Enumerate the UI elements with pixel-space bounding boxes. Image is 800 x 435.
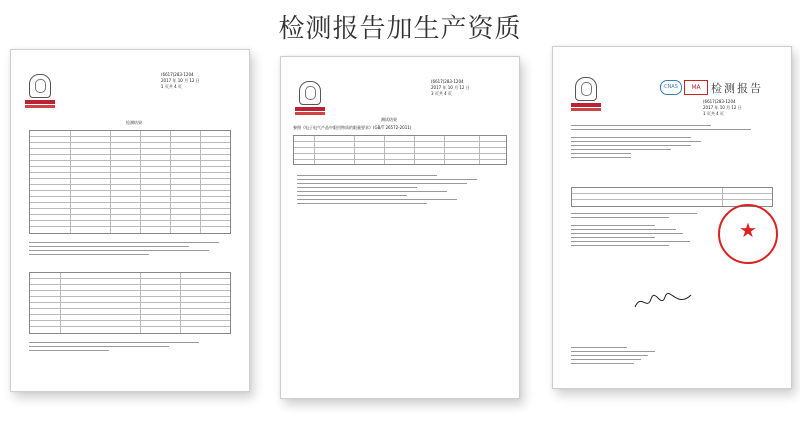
report-date: 2017 年 10 月 12 日 <box>431 85 470 90</box>
page-title: 检测报告加生产资质 <box>278 14 522 44</box>
report-page: 1 页共 4 页 <box>161 84 182 89</box>
report-page: 3 页共 4 页 <box>431 91 452 96</box>
results-table-2 <box>29 272 231 334</box>
footer-lines <box>29 342 229 354</box>
client-info-lines <box>571 125 771 161</box>
report-header <box>431 79 470 97</box>
ma-mark: MA <box>684 80 708 95</box>
report-number: (6617)283-1204 <box>703 99 736 104</box>
report-date: 2017 年 10 月 12 日 <box>703 105 742 110</box>
results-table <box>293 135 507 165</box>
bureau-veritas-logo <box>25 74 55 108</box>
report-document-2 <box>280 56 520 399</box>
table-title: 参照《电子电气产品中限用物质的限量要求》(GB/T 26572-2011) <box>293 125 412 130</box>
notes-lines <box>29 242 229 258</box>
conclusion-lines <box>571 213 711 249</box>
bureau-veritas-logo <box>295 81 325 115</box>
official-seal: ★ <box>718 204 778 264</box>
report-header <box>161 72 200 90</box>
report-document-3 <box>552 46 792 389</box>
report-header <box>703 99 742 117</box>
report-date: 2017 年 10 月 12 日 <box>161 78 200 83</box>
report-heading: 检测报告 <box>711 82 763 95</box>
notes-lines <box>297 175 497 207</box>
signature <box>633 291 693 313</box>
bureau-veritas-logo <box>571 77 601 111</box>
report-number: (6617)283-1204 <box>431 79 464 84</box>
cnas-mark: CNAS <box>660 80 682 95</box>
footer-lines <box>571 347 711 367</box>
report-number: (6617)283-1204 <box>161 72 194 77</box>
result-label: 检测结果 <box>126 120 142 125</box>
result-label: 测试结果 <box>381 117 397 122</box>
report-page: 1 页共 4 页 <box>703 111 724 116</box>
results-table <box>29 130 231 234</box>
report-document-1 <box>10 49 250 392</box>
